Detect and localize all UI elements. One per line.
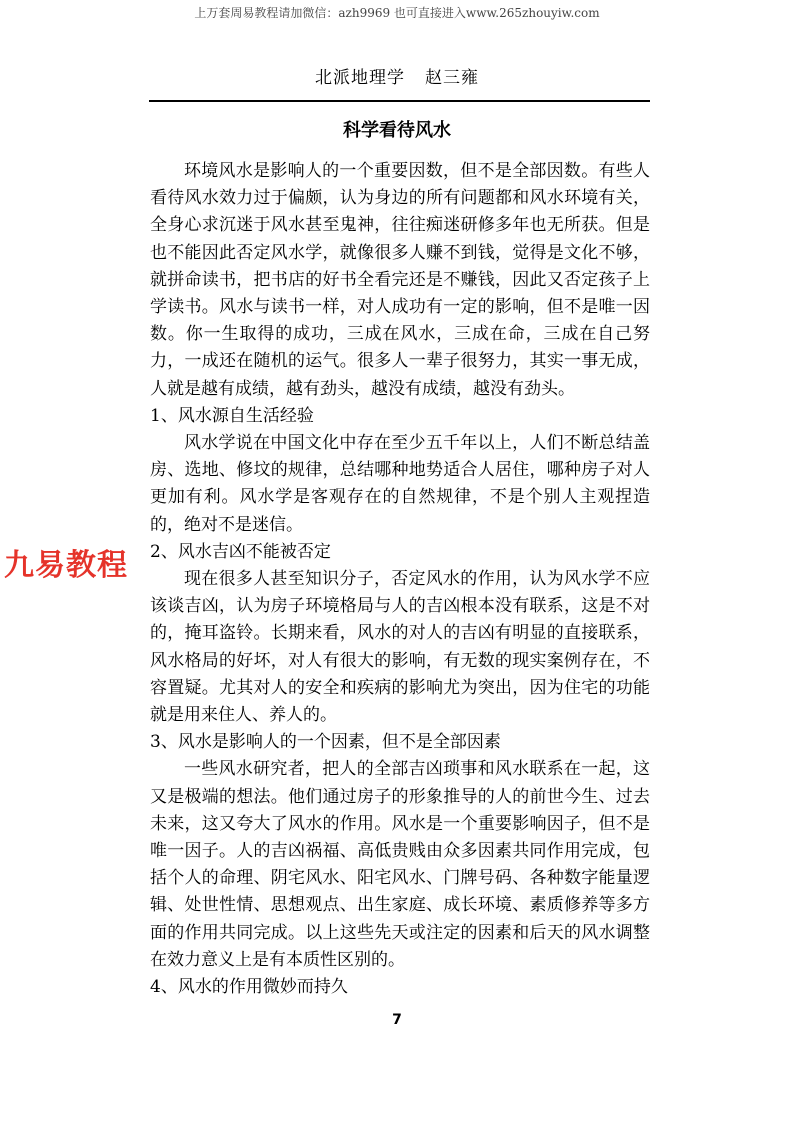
header-author: 赵三雍: [425, 68, 479, 88]
section-heading-4: 4、风水的作用微妙而持久: [150, 977, 348, 998]
paragraph-section-1: 风水学说在中国文化中存在至少五千年以上，人们不断总结盖房、选地、修坟的规律，总结哪种地势适合人居住，哪种房子对人更加有利。风水学是客观存在的自然规律，不是个别人主观捏造的，绝对不是迷信。: [150, 433, 650, 535]
page-number: 7: [392, 1012, 402, 1028]
header-divider: [149, 100, 650, 102]
section-heading-3: 3、风水是影响人的一个因素，但不是全部因素: [150, 732, 501, 753]
paragraph-section-3: 一些风水研究者，把人的全部吉凶琐事和风水联系在一起，这又是极端的想法。他们通过房子的形象推导的人的前世今生、过去未来，这又夸大了风水的作用。风水是一个重要影响因子，但不是唯一因子。人的吉凶祸福、高低贵贱由众多因素共同作用完成，包括个人的命理、阴宅风水、阳宅风水、门牌号码、各种数字能量逻辑、处世性情、思想观点、出生家庭、成长环境、素质修养等多方面的作用共同完成。以上这些先天或注定的因素和后天的风水调整在效力意义上是有本质性区别的。: [150, 759, 650, 970]
side-logo-watermark: 九易教程: [4, 548, 128, 583]
article-title: 科学看待风水: [343, 120, 451, 141]
paragraph-intro: 环境风水是影响人的一个重要因数，但不是全部因数。有些人看待风水效力过于偏颇，认为身边的所有问题都和风水环境有关，全身心求沉迷于风水甚至鬼神，往往痴迷研修多年也无所获。但是也不能因此否定风水学，就像很多人赚不到钱，觉得是文化不够，就拼命读书，把书店的好书全看完还是不赚钱，因此又否定孩子上学读书。风水与读书一样，对人成功有一定的影响，但不是唯一因数。你一生取得的成功，三成在风水，三成在命，三成在自己努力，一成还在随机的运气。很多人一辈子很努力，其实一事无成，人就是越有成绩，越有劲头，越没有成绩，越没有劲头。: [150, 161, 650, 399]
top-watermark-text: 上万套周易教程请加微信：azh9969 也可直接进入www.265zhouyiw.com: [194, 6, 600, 20]
header-subject: 北派地理学: [315, 68, 405, 88]
paragraph-section-2: 现在很多人甚至知识分子，否定风水的作用，认为风水学不应该谈吉凶，认为房子环境格局与人的吉凶根本没有联系，这是不对的，掩耳盗铃。长期来看，风水的对人的吉凶有明显的直接联系，风水格局的好坏，对人有很大的影响，有无数的现实案例存在，不容置疑。尤其对人的安全和疾病的影响尤为突出，因为住宅的功能就是用来住人、养人的。: [150, 569, 650, 726]
section-heading-2: 2、风水吉凶不能被否定: [150, 541, 331, 562]
section-heading-1: 1、风水源自生活经验: [150, 405, 314, 426]
page-header: [0, 63, 794, 88]
article-body: [150, 158, 650, 1001]
